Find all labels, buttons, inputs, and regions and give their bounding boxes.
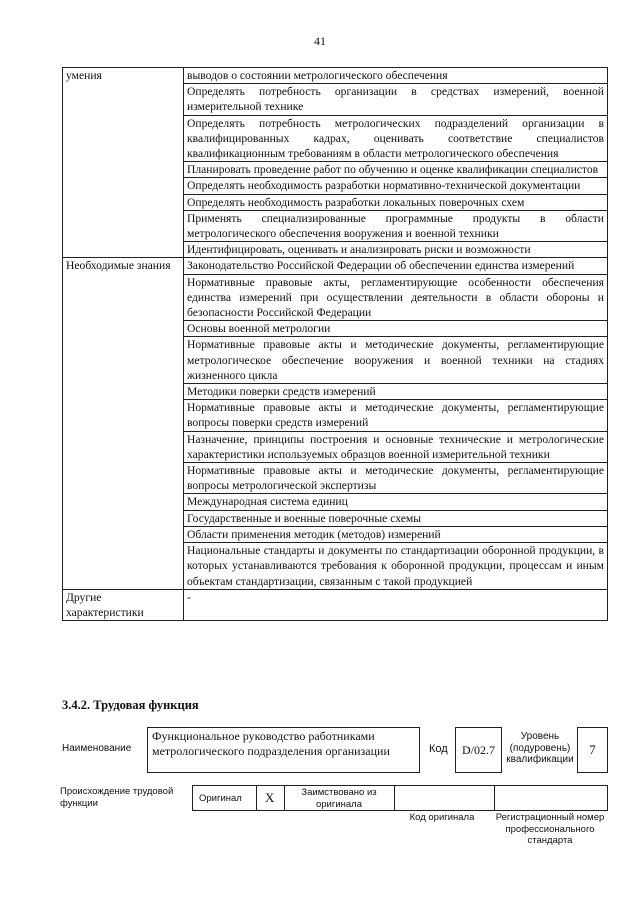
table-cell: Нормативные правовые акты, регламентирующие особенности обеспечения единства измерений при осуществлении деятельности в области обороны и безопасности Российской Федерации bbox=[184, 274, 608, 321]
section-title: 3.4.2. Трудовая функция bbox=[62, 698, 199, 712]
table-cell: Государственные и военные поверочные схемы bbox=[184, 510, 608, 526]
page-number: 41 bbox=[314, 34, 326, 48]
original-mark-cell bbox=[257, 786, 285, 810]
borrowed-cell bbox=[285, 786, 395, 810]
reg-number-caption: Регистрационный номер профессионального стандарта bbox=[495, 812, 605, 846]
code-box bbox=[455, 727, 502, 773]
table-cell: Области применения методик (методов) измерений bbox=[184, 526, 608, 542]
original-cell bbox=[193, 786, 257, 810]
level-box bbox=[577, 727, 608, 773]
code-original-caption: Код оригинала bbox=[409, 812, 475, 823]
code-original-cell bbox=[395, 786, 495, 810]
original-mark: X bbox=[265, 790, 275, 805]
row-label-knowledge: Необходимые знания bbox=[63, 258, 184, 589]
table-cell: Нормативные правовые акты и методические документы, регламентирующие вопросы поверки средств измерений bbox=[184, 400, 608, 431]
table-cell: - bbox=[184, 589, 608, 620]
code-label: Код bbox=[429, 743, 448, 755]
table-cell: Национальные стандарты и документы по стандартизации оборонной продукции, в которых устанавливаются требования к оборонной продукции, процессам и иным объектам стандартизации, связанным с такой продукцией bbox=[184, 543, 608, 590]
function-name-box bbox=[147, 727, 420, 773]
table-row bbox=[63, 68, 608, 84]
table-row bbox=[63, 589, 608, 620]
table-cell: Идентифицировать, оценивать и анализировать риски и возможности bbox=[184, 242, 608, 258]
table-cell: Международная система единиц bbox=[184, 494, 608, 510]
origin-table bbox=[192, 785, 608, 811]
original-label: Оригинал bbox=[199, 793, 242, 804]
borrowed-label: Заимствовано из оригинала bbox=[301, 787, 377, 810]
row-label-other: Другие характеристики bbox=[63, 589, 184, 620]
level-value: 7 bbox=[589, 742, 596, 757]
table-row bbox=[63, 258, 608, 274]
table-cell: Методики поверки средств измерений bbox=[184, 384, 608, 400]
table-cell: Основы военной метрологии bbox=[184, 321, 608, 337]
function-name: Функциональное руководство работниками метрологического подразделения организации bbox=[152, 729, 390, 758]
table-cell: Определять потребность метрологических подразделений организации в квалифицированных кадрах, оценивать соответствие специалистов квалификационным требованиям в области метрологического обеспечения bbox=[184, 115, 608, 162]
table-cell: Определять необходимость разработки локальных поверочных схем bbox=[184, 194, 608, 210]
table-cell: Определять потребность организации в средствах измерений, военной измерительной технике bbox=[184, 84, 608, 115]
code-value: D/02.7 bbox=[462, 742, 495, 757]
level-label: Уровень (подуровень) квалификации bbox=[506, 731, 574, 765]
table-cell: Планировать проведение работ по обучению и оценке квалификации специалистов bbox=[184, 162, 608, 178]
table-cell: Определять необходимость разработки нормативно-технической документации bbox=[184, 178, 608, 194]
table-cell: Законодательство Российской Федерации об обеспечении единства измерений bbox=[184, 258, 608, 274]
row-label-skills: умения bbox=[63, 68, 184, 258]
requirements-table bbox=[62, 67, 608, 621]
name-label: Наименование bbox=[62, 743, 132, 754]
table-cell: Нормативные правовые акты и методические документы, регламентирующие метрологическое обеспечение вооружения и военной техники на стадиях жизненного цикла bbox=[184, 337, 608, 384]
table-cell: Назначение, принципы построения и основные технические и метрологические характеристики используемых образцов военной измерительной техники bbox=[184, 431, 608, 462]
origin-label: Происхождение трудовой функции bbox=[60, 786, 174, 809]
table-cell: выводов о состоянии метрологического обеспечения bbox=[184, 68, 608, 84]
table-cell: Нормативные правовые акты и методические документы, регламентирующие вопросы метрологической экспертизы bbox=[184, 463, 608, 494]
table-cell: Применять специализированные программные продукты в области метрологического обеспечения вооружения и военной техники bbox=[184, 210, 608, 241]
